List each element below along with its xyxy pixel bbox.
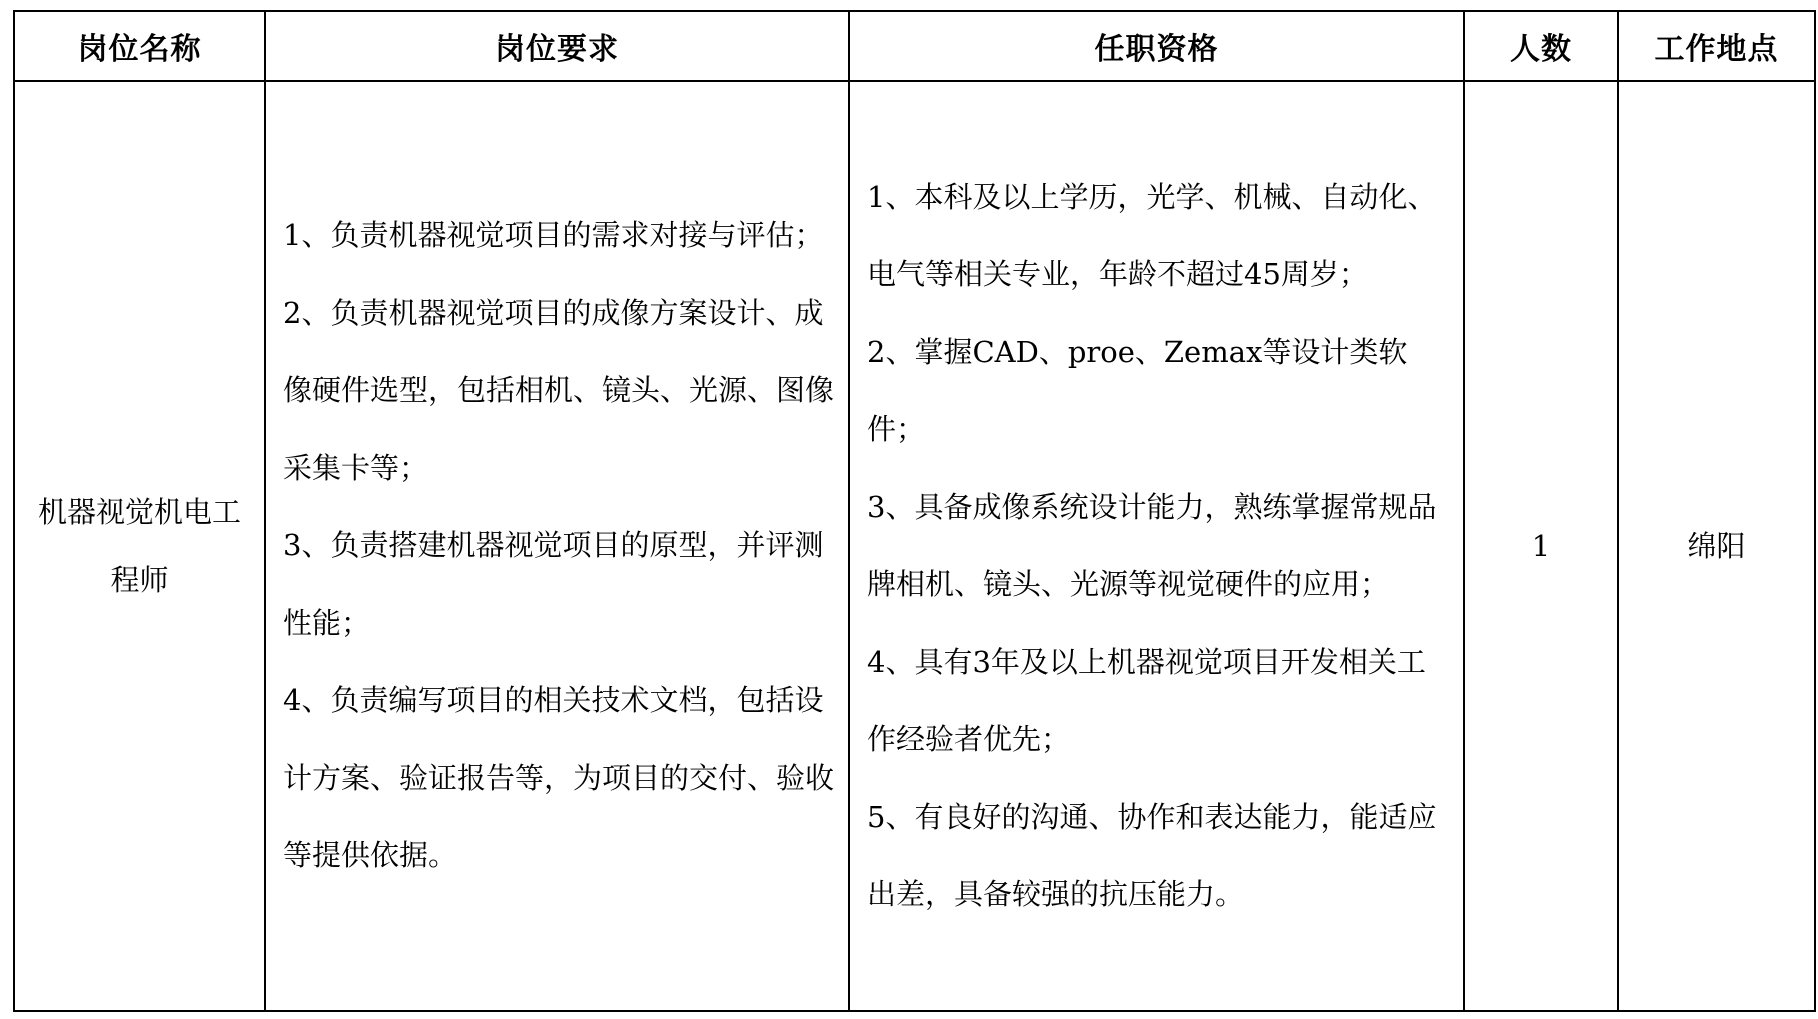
table-row <box>14 81 1815 1011</box>
requirements-cell <box>265 81 849 1011</box>
requirement-item: 3、负责搭建机器视觉项目的原型，并评测性能； <box>283 528 824 640</box>
requirement-item: 1、负责机器视觉项目的需求对接与评估； <box>283 218 824 253</box>
qualification-item: 4、具有3年及以上机器视觉项目开发相关工作经验者优先； <box>867 644 1426 756</box>
qualification-item: 5、有良好的沟通、协作和表达能力，能适应出差，具备较强的抗压能力。 <box>867 799 1437 911</box>
header-headcount: 人数 <box>1464 11 1618 81</box>
qualifications-cell <box>849 81 1464 1011</box>
header-location: 工作地点 <box>1618 11 1815 81</box>
requirement-item: 4、负责编写项目的相关技术文档，包括设计方案、验证报告等，为项目的交付、验收等提供依据。 <box>283 683 835 873</box>
qualification-item: 2、掌握CAD、proe、Zemax等设计类软件； <box>867 334 1408 446</box>
location-cell: 绵阳 <box>1618 81 1815 1011</box>
position-name: 机器视觉机电工程师 <box>37 495 241 597</box>
header-requirements: 岗位要求 <box>265 11 849 81</box>
header-position-name: 岗位名称 <box>14 11 265 81</box>
header-qualifications: 任职资格 <box>849 11 1464 81</box>
position-name-cell <box>14 81 265 1011</box>
qualification-item: 3、具备成像系统设计能力，熟练掌握常规品牌相机、镜头、光源等视觉硬件的应用； <box>867 489 1437 601</box>
qualification-item: 1、本科及以上学历，光学、机械、自动化、电气等相关专业，年龄不超过45周岁； <box>867 179 1437 291</box>
job-posting-table <box>13 10 1816 1012</box>
requirements-list <box>266 197 848 895</box>
requirement-item: 2、负责机器视觉项目的成像方案设计、成像硬件选型，包括相机、镜头、光源、图像采集卡等； <box>283 295 835 485</box>
headcount-cell: 1 <box>1464 81 1618 1011</box>
qualifications-list <box>850 159 1463 934</box>
table-header-row <box>14 11 1815 81</box>
